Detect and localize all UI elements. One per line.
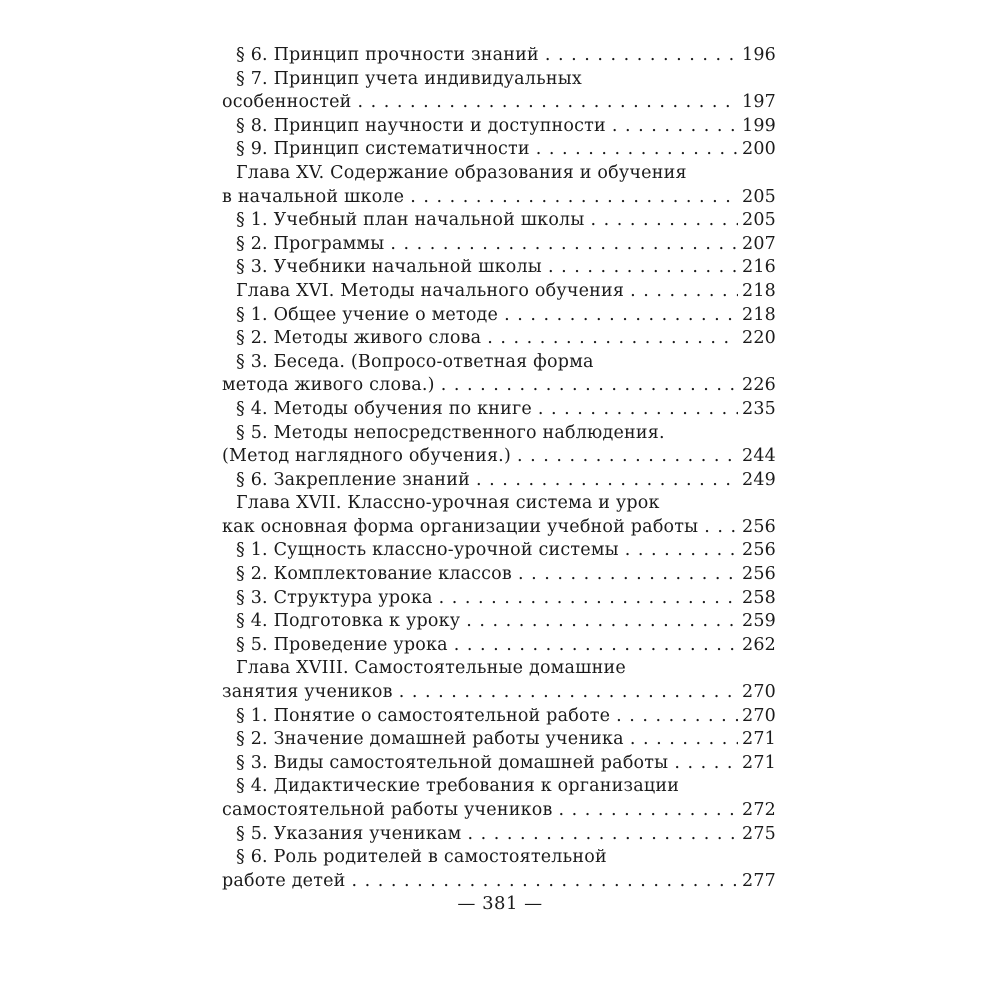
toc-entry bbox=[222, 752, 776, 776]
dot-leader bbox=[487, 327, 738, 351]
dot-leader bbox=[538, 398, 738, 422]
toc-entry bbox=[222, 516, 776, 540]
toc-entry-page: 270 bbox=[741, 682, 776, 703]
toc-entry-title: § 3. Структура урока bbox=[236, 587, 433, 608]
toc-entry bbox=[222, 587, 776, 611]
toc-entry-page: 275 bbox=[741, 823, 776, 844]
dot-leader bbox=[630, 280, 738, 304]
dot-leader bbox=[390, 233, 738, 257]
toc-entry-title: § 2. Значение домашней работы ученика bbox=[236, 729, 624, 750]
toc-entry-title: особенностей bbox=[222, 92, 352, 113]
toc-entry bbox=[222, 634, 776, 658]
toc-entry-page: 272 bbox=[741, 800, 776, 820]
toc-entry-page: 216 bbox=[741, 257, 776, 278]
toc-entry-title: § 1. Понятие о самостоятельной работе bbox=[236, 705, 611, 726]
toc-entry bbox=[222, 186, 776, 210]
toc-entry-title: § 2. Программы bbox=[236, 233, 385, 254]
dot-leader bbox=[467, 823, 738, 847]
dot-leader bbox=[410, 186, 738, 210]
toc-entry bbox=[222, 657, 776, 681]
toc-entry-page: 200 bbox=[741, 139, 776, 160]
dot-leader bbox=[536, 138, 738, 162]
toc-entry bbox=[222, 115, 776, 139]
dot-leader bbox=[504, 304, 738, 328]
toc-entry-title: § 6. Закрепление знаний bbox=[236, 469, 471, 490]
toc-entry-page: 270 bbox=[741, 705, 776, 726]
dot-leader bbox=[476, 469, 738, 493]
dot-leader bbox=[517, 445, 738, 469]
toc-entry bbox=[222, 304, 776, 328]
toc-entry-page: 218 bbox=[741, 280, 776, 301]
toc-entry-title: § 1. Учебный план начальной школы bbox=[236, 210, 585, 231]
toc-entry-title: Глава XVIII. Самостоятельные домашние bbox=[236, 658, 626, 679]
toc-entry-title: § 9. Принцип систематичности bbox=[236, 139, 530, 160]
toc-entry-page: 271 bbox=[741, 752, 776, 773]
dot-leader bbox=[439, 587, 738, 611]
dot-leader bbox=[545, 44, 738, 68]
toc-entry bbox=[222, 398, 776, 422]
dot-leader bbox=[612, 115, 738, 139]
toc-entry bbox=[222, 280, 776, 304]
dot-leader bbox=[616, 705, 738, 729]
toc-entry-title: в начальной школе bbox=[222, 186, 405, 207]
toc-entry-page: 220 bbox=[741, 328, 776, 349]
toc-entry-title: работе детей bbox=[222, 870, 346, 891]
toc-entry bbox=[222, 327, 776, 351]
toc-entry bbox=[222, 799, 776, 823]
dot-leader bbox=[466, 610, 738, 634]
toc-entry-page: 256 bbox=[741, 564, 776, 585]
toc-entry bbox=[222, 705, 776, 729]
toc-entry bbox=[222, 68, 776, 92]
table-of-contents bbox=[222, 44, 776, 893]
toc-entry-page: 226 bbox=[741, 375, 776, 396]
toc-entry bbox=[222, 539, 776, 563]
toc-entry bbox=[222, 256, 776, 280]
dot-leader bbox=[630, 728, 738, 752]
toc-entry-title: Глава XV. Содержание образования и обучения bbox=[236, 162, 687, 183]
toc-entry-title: метода живого слова.) bbox=[222, 375, 435, 396]
toc-entry-title: самостоятельной работы учеников bbox=[222, 800, 553, 820]
dot-leader bbox=[625, 539, 738, 563]
dot-leader bbox=[352, 870, 738, 894]
toc-entry-page: 271 bbox=[741, 729, 776, 750]
toc-entry-page: 199 bbox=[741, 115, 776, 136]
toc-entry-title: § 1. Сущность классно-урочной системы bbox=[236, 540, 619, 561]
toc-entry-title: Глава XVII. Классно-урочная система и урок bbox=[236, 493, 660, 514]
dot-leader bbox=[591, 209, 738, 233]
toc-entry bbox=[222, 492, 776, 516]
toc-entry-page: 235 bbox=[741, 398, 776, 419]
toc-entry-title: § 2. Комплектование классов bbox=[236, 564, 512, 585]
toc-entry-page: 256 bbox=[741, 540, 776, 561]
toc-entry bbox=[222, 209, 776, 233]
toc-entry bbox=[222, 233, 776, 257]
toc-entry-title: § 6. Роль родителей в самостоятельной bbox=[236, 847, 607, 868]
toc-entry bbox=[222, 563, 776, 587]
toc-entry bbox=[222, 469, 776, 493]
toc-entry bbox=[222, 374, 776, 398]
dot-leader bbox=[358, 91, 738, 115]
toc-entry-page: 262 bbox=[741, 634, 776, 655]
dot-leader bbox=[548, 256, 738, 280]
toc-entry-title: Глава XVI. Методы начального обучения bbox=[236, 280, 625, 301]
toc-entry bbox=[222, 445, 776, 469]
toc-entry-title: § 1. Общее учение о методе bbox=[236, 304, 499, 325]
dot-leader bbox=[518, 563, 738, 587]
dot-leader bbox=[704, 516, 738, 540]
toc-entry-title: § 7. Принцип учета индивидуальных bbox=[236, 68, 582, 89]
toc-entry-title: § 5. Указания ученикам bbox=[236, 823, 462, 844]
dot-leader bbox=[674, 752, 738, 776]
toc-entry-page: 197 bbox=[741, 92, 776, 113]
toc-entry-title: § 5. Проведение урока bbox=[236, 634, 448, 655]
toc-entry-title: § 3. Виды самостоятельной домашней работы bbox=[236, 752, 669, 773]
toc-entry-title: § 5. Методы непосредственного наблюдения. bbox=[236, 422, 665, 443]
dot-leader bbox=[559, 799, 738, 823]
toc-entry-title: § 4. Дидактические требования к организации bbox=[236, 776, 680, 797]
toc-entry-title: § 2. Методы живого слова bbox=[236, 328, 482, 349]
toc-entry-title: § 3. Учебники начальной школы bbox=[236, 257, 542, 278]
toc-entry bbox=[222, 138, 776, 162]
toc-entry bbox=[222, 728, 776, 752]
toc-entry-page: 218 bbox=[741, 304, 776, 325]
toc-entry bbox=[222, 610, 776, 634]
toc-entry bbox=[222, 44, 776, 68]
toc-entry-title: § 4. Методы обучения по книге bbox=[236, 398, 532, 419]
toc-entry-title: (Метод наглядного обучения.) bbox=[222, 446, 511, 467]
toc-entry-page: 205 bbox=[741, 210, 776, 231]
toc-entry-page: 249 bbox=[741, 469, 776, 490]
dot-leader bbox=[454, 634, 738, 658]
toc-entry-page: 196 bbox=[741, 45, 776, 65]
toc-entry-page: 256 bbox=[741, 516, 776, 537]
page-number: — 381 — bbox=[457, 893, 543, 914]
dot-leader bbox=[441, 374, 738, 398]
toc-entry-title: § 6. Принцип прочности знаний bbox=[236, 45, 539, 65]
toc-entry-title: § 4. Подготовка к уроку bbox=[236, 611, 461, 632]
toc-entry bbox=[222, 91, 776, 115]
toc-entry bbox=[222, 846, 776, 870]
toc-entry-title: занятия учеников bbox=[222, 682, 393, 703]
toc-entry bbox=[222, 351, 776, 375]
toc-entry-title: § 8. Принцип научности и доступности bbox=[236, 115, 606, 136]
toc-entry-page: 244 bbox=[741, 446, 776, 467]
toc-entry-page: 259 bbox=[741, 611, 776, 632]
toc-entry-page: 258 bbox=[741, 587, 776, 608]
toc-entry bbox=[222, 422, 776, 446]
toc-entry-title: § 3. Беседа. (Вопросо-ответная форма bbox=[236, 351, 594, 372]
toc-entry bbox=[222, 870, 776, 894]
toc-entry-page: 207 bbox=[741, 233, 776, 254]
toc-entry bbox=[222, 162, 776, 186]
toc-entry bbox=[222, 775, 776, 799]
toc-entry-page: 277 bbox=[741, 870, 776, 891]
toc-entry bbox=[222, 681, 776, 705]
toc-entry-title: как основная форма организации учебной работы bbox=[222, 516, 699, 537]
dot-leader bbox=[399, 681, 738, 705]
toc-entry-page: 205 bbox=[741, 186, 776, 207]
toc-entry bbox=[222, 823, 776, 847]
